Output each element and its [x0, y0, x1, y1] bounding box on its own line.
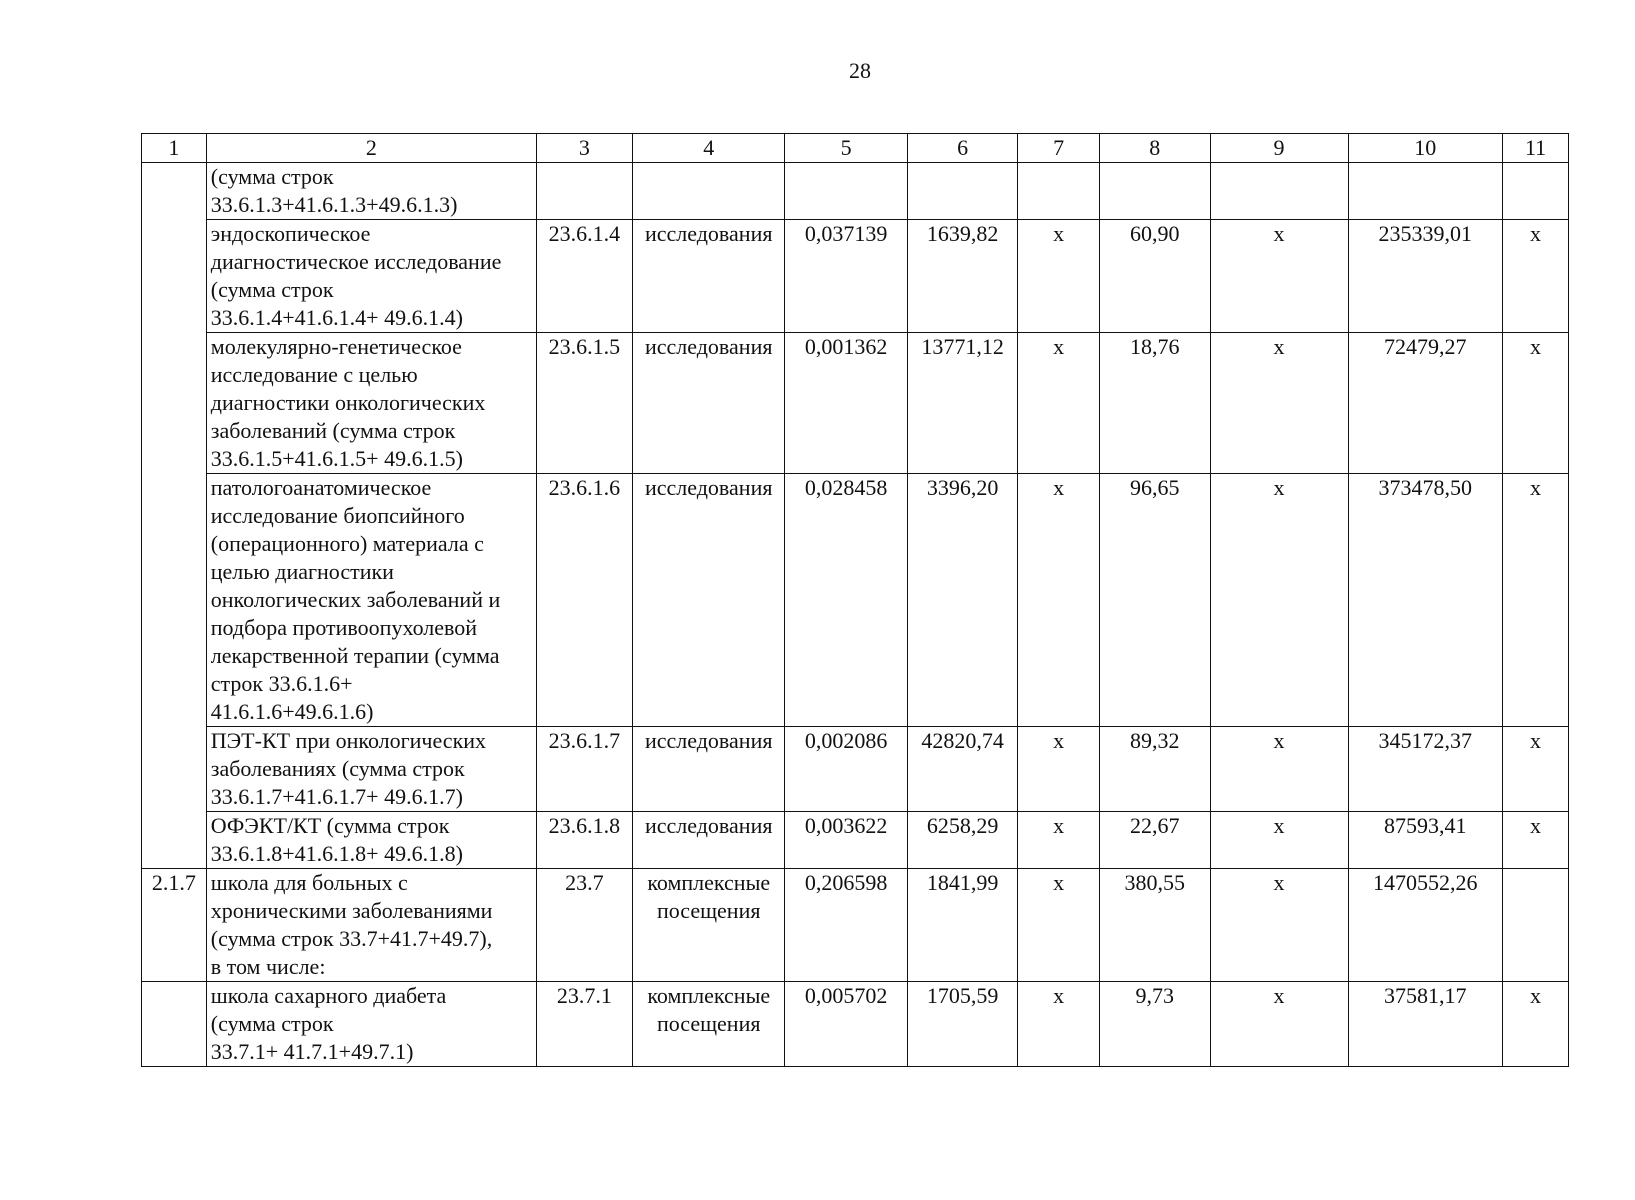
row-name-cell: школа для больных с хроническими заболеваниями (сумма строк 33.7+41.7+49.7), в том числе: [206, 869, 536, 982]
row-name-cell: ПЭТ-КТ при онкологических заболеваниях (сумма строк 33.6.1.7+41.6.1.7+ 49.6.1.7) [206, 727, 536, 812]
header-cell-4: 4 [632, 134, 785, 163]
row-number-cell [142, 163, 207, 220]
row-col8-cell: 89,32 [1099, 727, 1210, 812]
table-body [142, 134, 1569, 1067]
row-col11-cell: х [1503, 333, 1569, 474]
row-col11-cell: х [1503, 727, 1569, 812]
row-number-cell: 2.1.7 [142, 869, 207, 982]
row-col6-cell: 42820,74 [907, 727, 1018, 812]
row-col10-cell: 345172,37 [1348, 727, 1503, 812]
table-row [142, 163, 1569, 220]
row-col6-cell [907, 163, 1018, 220]
header-row [142, 134, 1569, 163]
header-cell-9: 9 [1210, 134, 1348, 163]
row-col7-cell: х [1018, 333, 1099, 474]
row-col9-cell: х [1210, 474, 1348, 727]
row-col6-cell: 1705,59 [907, 982, 1018, 1067]
header-cell-8: 8 [1099, 134, 1210, 163]
row-col11-cell: х [1503, 812, 1569, 869]
row-col5-cell: 0,002086 [785, 727, 907, 812]
row-unit-cell [632, 163, 785, 220]
row-col5-cell: 0,003622 [785, 812, 907, 869]
row-col8-cell: 96,65 [1099, 474, 1210, 727]
table-row [142, 869, 1569, 982]
row-code-cell: 23.6.1.4 [536, 220, 632, 333]
row-number-cell [142, 727, 207, 812]
row-col9-cell [1210, 163, 1348, 220]
row-col5-cell [785, 163, 907, 220]
header-cell-3: 3 [536, 134, 632, 163]
row-col8-cell [1099, 163, 1210, 220]
header-cell-11: 11 [1503, 134, 1569, 163]
row-col7-cell: х [1018, 220, 1099, 333]
row-col7-cell: х [1018, 869, 1099, 982]
row-col8-cell: 22,67 [1099, 812, 1210, 869]
row-col11-cell: х [1503, 982, 1569, 1067]
table-row [142, 220, 1569, 333]
row-code-cell: 23.6.1.8 [536, 812, 632, 869]
row-unit-cell: комплексные посещения [632, 982, 785, 1067]
table-row [142, 812, 1569, 869]
row-col10-cell: 72479,27 [1348, 333, 1503, 474]
row-col11-cell [1503, 869, 1569, 982]
row-unit-cell: исследования [632, 727, 785, 812]
row-col11-cell: х [1503, 220, 1569, 333]
header-cell-7: 7 [1018, 134, 1099, 163]
header-cell-10: 10 [1348, 134, 1503, 163]
row-col8-cell: 380,55 [1099, 869, 1210, 982]
row-col6-cell: 6258,29 [907, 812, 1018, 869]
row-col6-cell: 1841,99 [907, 869, 1018, 982]
row-col11-cell: х [1503, 474, 1569, 727]
row-unit-cell: исследования [632, 812, 785, 869]
row-name-cell: ОФЭКТ/КТ (сумма строк 33.6.1.8+41.6.1.8+ 49.6.1.8) [206, 812, 536, 869]
row-col8-cell: 18,76 [1099, 333, 1210, 474]
row-col8-cell: 60,90 [1099, 220, 1210, 333]
row-col10-cell: 1470552,26 [1348, 869, 1503, 982]
row-unit-cell: исследования [632, 333, 785, 474]
row-code-cell: 23.6.1.7 [536, 727, 632, 812]
row-unit-cell: исследования [632, 220, 785, 333]
row-col10-cell: 235339,01 [1348, 220, 1503, 333]
row-name-cell: патологоанатомическое исследование биопсийного (операционного) материала с целью диагностики онкологических заболеваний и подбора противоопухолевой лекарственной терапии (сумма строк 33.6.1.6+ 41.6.1.6+49.6.1.6) [206, 474, 536, 727]
row-name-cell: школа сахарного диабета (сумма строк 33.7.1+ 41.7.1+49.7.1) [206, 982, 536, 1067]
row-col10-cell: 373478,50 [1348, 474, 1503, 727]
row-unit-cell: комплексные посещения [632, 869, 785, 982]
row-code-cell [536, 163, 632, 220]
table-row [142, 474, 1569, 727]
row-code-cell: 23.7.1 [536, 982, 632, 1067]
row-col9-cell: х [1210, 333, 1348, 474]
row-col9-cell: х [1210, 727, 1348, 812]
row-col5-cell: 0,037139 [785, 220, 907, 333]
row-number-cell [142, 220, 207, 333]
table-row [142, 727, 1569, 812]
row-col7-cell: х [1018, 812, 1099, 869]
table-row [142, 333, 1569, 474]
row-col7-cell [1018, 163, 1099, 220]
row-col11-cell [1503, 163, 1569, 220]
row-col9-cell: х [1210, 812, 1348, 869]
row-col10-cell: 87593,41 [1348, 812, 1503, 869]
row-col5-cell: 0,028458 [785, 474, 907, 727]
row-col6-cell: 13771,12 [907, 333, 1018, 474]
row-name-cell: эндоскопическое диагностическое исследование (сумма строк 33.6.1.4+41.6.1.4+ 49.6.1.4) [206, 220, 536, 333]
row-col5-cell: 0,001362 [785, 333, 907, 474]
row-col10-cell [1348, 163, 1503, 220]
row-code-cell: 23.7 [536, 869, 632, 982]
row-col6-cell: 3396,20 [907, 474, 1018, 727]
header-cell-2: 2 [206, 134, 536, 163]
row-col7-cell: х [1018, 474, 1099, 727]
row-col6-cell: 1639,82 [907, 220, 1018, 333]
row-name-cell: молекулярно-генетическое исследование с целью диагностики онкологических заболеваний (сумма строк 33.6.1.5+41.6.1.5+ 49.6.1.5) [206, 333, 536, 474]
row-code-cell: 23.6.1.6 [536, 474, 632, 727]
row-col5-cell: 0,005702 [785, 982, 907, 1067]
row-col8-cell: 9,73 [1099, 982, 1210, 1067]
row-unit-cell: исследования [632, 474, 785, 727]
row-col5-cell: 0,206598 [785, 869, 907, 982]
data-table [141, 133, 1569, 1067]
row-col10-cell: 37581,17 [1348, 982, 1503, 1067]
row-col9-cell: х [1210, 869, 1348, 982]
row-number-cell [142, 982, 207, 1067]
table-row [142, 982, 1569, 1067]
page-number: 28 [849, 58, 871, 83]
row-number-cell [142, 474, 207, 727]
header-cell-5: 5 [785, 134, 907, 163]
row-name-cell: (сумма строк 33.6.1.3+41.6.1.3+49.6.1.3) [206, 163, 536, 220]
row-col7-cell: х [1018, 727, 1099, 812]
row-col7-cell: х [1018, 982, 1099, 1067]
row-col9-cell: х [1210, 982, 1348, 1067]
row-number-cell [142, 333, 207, 474]
row-col9-cell: х [1210, 220, 1348, 333]
header-cell-1: 1 [142, 134, 207, 163]
header-cell-6: 6 [907, 134, 1018, 163]
row-number-cell [142, 812, 207, 869]
row-code-cell: 23.6.1.5 [536, 333, 632, 474]
